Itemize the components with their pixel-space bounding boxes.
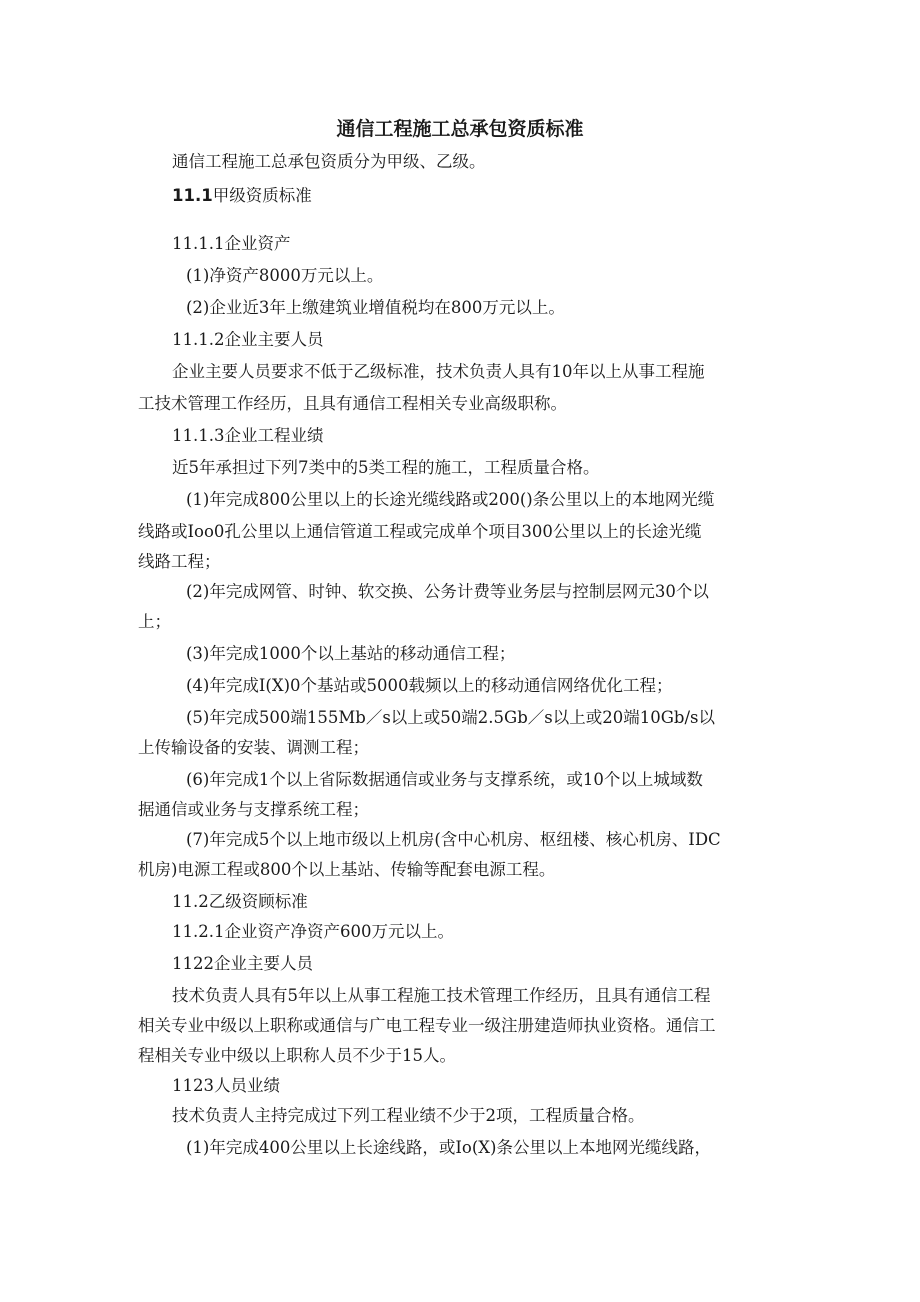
list-item: (3)年完成1000个以上基站的移动通信工程； (186, 644, 516, 663)
list-item: (4)年完成I(X)0个基站或5000载频以上的移动通信网络优化工程； (186, 676, 673, 695)
paragraph-line: 技术负责人主持完成过下列工程业绩不少于2项，工程质量合格。 (172, 1106, 645, 1125)
list-item-cont: 线路或Ioo0孔公里以上通信管道工程或完成单个项目300公里以上的长途光缆 (138, 522, 702, 541)
list-item-cont: 上传输设备的安装、调测工程； (138, 738, 369, 757)
section-label: 甲级资质标准 (212, 186, 312, 205)
list-item: (1)净资产8000万元以上。 (186, 266, 384, 285)
section-heading: 11.2乙级资顾标准 (172, 892, 308, 911)
subsection-heading: 1123人员业绩 (172, 1076, 280, 1095)
intro-paragraph: 通信工程施工总承包资质分为甲级、乙级。 (172, 152, 486, 171)
paragraph-line: 工技术管理工作经历，且具有通信工程相关专业高级职称。 (138, 394, 567, 413)
list-item: (7)年完成5个以上地市级以上机房(含中心机房、枢纽楼、核心机房、IDC (186, 830, 721, 849)
list-item-cont: 上； (138, 612, 171, 631)
subsection-heading: 11.1.3企业工程业绩 (172, 426, 324, 445)
subsection-heading: 11.1.2企业主要人员 (172, 330, 324, 349)
paragraph-line: 近5年承担过下列7类中的5类工程的施工，工程质量合格。 (172, 458, 600, 477)
list-item: (2)年完成网管、时钟、软交换、公务计费等业务层与控制层网元30个以 (186, 582, 709, 601)
list-item: (1)年完成400公里以上长途线路，或Io(X)条公里以上本地网光缆线路， (186, 1138, 711, 1157)
list-item: (6)年完成1个以上省际数据通信或业务与支撑系统，或10个以上城域数 (186, 770, 703, 789)
paragraph-line: 企业主要人员要求不低于乙级标准，技术负责人具有10年以上从事工程施 (172, 362, 705, 381)
list-item-cont: 机房)电源工程或800个以上基站、传输等配套电源工程。 (138, 860, 556, 879)
paragraph-line: 相关专业中级以上职称或通信与广电工程专业一级注册建造师执业资格。通信工 (138, 1016, 716, 1035)
list-item: (5)年完成500端155Mb／s以上或50端2.5Gb／s以上或20端10Gb/s以 (186, 708, 715, 727)
subsection-heading: 11.2.1企业资产净资产600万元以上。 (172, 922, 454, 941)
document-title: 通信工程施工总承包资质标准 (336, 118, 584, 140)
subsection-heading: 11.1.1企业资产 (172, 234, 291, 253)
section-number: 11.1 (172, 186, 213, 205)
paragraph-line: 技术负责人具有5年以上从事工程施工技术管理工作经历，且具有通信工程 (172, 986, 711, 1005)
paragraph-line: 程相关专业中级以上职称人员不少于15人。 (138, 1046, 456, 1065)
list-item: (2)企业近3年上缴建筑业增值税均在800万元以上。 (186, 298, 565, 317)
section-heading-11-1 (172, 184, 822, 208)
list-item: (1)年完成800公里以上的长途光缆线路或200()条公里以上的本地网光缆 (186, 490, 715, 509)
subsection-heading: 1122企业主要人员 (172, 954, 313, 973)
list-item-cont: 线路工程； (138, 552, 221, 571)
list-item-cont: 据通信或业务与支撑系统工程； (138, 800, 369, 819)
